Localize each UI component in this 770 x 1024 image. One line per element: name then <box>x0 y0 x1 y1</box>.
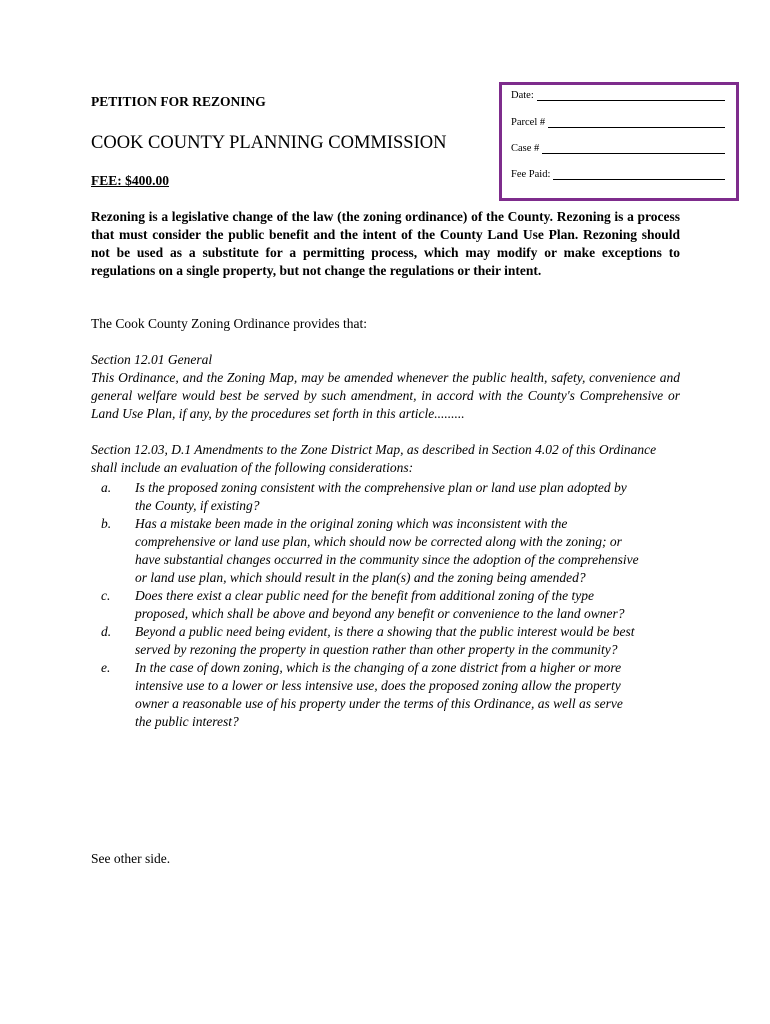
list-item-letter: e. <box>101 660 111 675</box>
list-item-letter: c. <box>101 588 111 603</box>
case-label: Case # <box>511 143 540 154</box>
commission-title: COOK COUNTY PLANNING COMMISSION <box>91 133 447 153</box>
fee-paid-label: Fee Paid: <box>511 169 551 180</box>
section-12-01 <box>91 351 680 423</box>
date-field[interactable] <box>511 90 725 101</box>
see-other-side: See other side. <box>91 851 171 866</box>
list-item-text: Does there exist a clear public need for the benefit from additional zoning of the type proposed, which shall be above and beyond any benefit or convenience to the land owner? <box>135 588 625 621</box>
list-item-text: Has a mistake been made in the original zoning which was inconsistent with the comprehensive or land use plan, which should now be corrected along with the zoning; or have substantial changes occurred in the community since the adoption of the comprehensive or land use plan, which should result in the plan(s) and the zoning being amended? <box>135 516 639 585</box>
date-label: Date: <box>511 90 534 101</box>
intro-paragraph: Rezoning is a legislative change of the law (the zoning ordinance) of the County. Rezoning is a process that must consider the public benefit and the intent of the County Land Use Plan. Rezoning should not be used as a substitute for a permitting process, which may modify or make exceptions to regulations on a single property, but not change the regulations or their intent. <box>91 209 680 278</box>
list-item <box>91 587 680 623</box>
fee-paid-line <box>553 170 725 180</box>
list-item-letter: b. <box>101 516 112 531</box>
date-line <box>537 91 725 101</box>
parcel-line <box>548 118 725 128</box>
list-item <box>91 479 680 515</box>
list-item <box>91 515 680 587</box>
case-field[interactable] <box>511 143 725 154</box>
considerations-list <box>91 479 680 731</box>
parcel-label: Parcel # <box>511 117 546 128</box>
section-12-03-heading: Section 12.03, D.1 Amendments to the Zone District Map, as described in Section 4.02 of this Ordinance shall include an evaluation of the following considerations: <box>91 442 657 475</box>
list-item-text: Beyond a public need being evident, is there a showing that the public interest would be best served by rezoning the property in question rather than other property in the community? <box>135 624 635 657</box>
parcel-field[interactable] <box>511 117 725 128</box>
list-item-text: Is the proposed zoning consistent with the comprehensive plan or land use plan adopted by the County, if existing? <box>135 480 627 513</box>
fee-paid-field[interactable] <box>511 169 725 180</box>
section-12-01-body: This Ordinance, and the Zoning Map, may be amended whenever the public health, safety, convenience and general welfare would best be served by such amendment, in accord with the County's Comprehensive or Land Use Plan, if any, by the procedures set forth in this article......... <box>91 370 680 421</box>
list-item-letter: a. <box>101 480 112 495</box>
petition-title: PETITION FOR REZONING <box>91 94 266 109</box>
list-item-letter: d. <box>101 624 112 639</box>
list-item <box>91 623 680 659</box>
section-12-01-heading: Section 12.01 General <box>91 352 213 367</box>
list-item-text: In the case of down zoning, which is the changing of a zone district from a higher or more intensive use to a lower or less intensive use, does the proposed zoning allow the property owner a reasonable use of his property under the terms of this Ordinance, as well as serve the public interest? <box>135 660 623 729</box>
case-line <box>542 144 725 154</box>
provides-text: The Cook County Zoning Ordinance provides that: <box>91 316 367 331</box>
fee-text: FEE: $400.00 <box>91 173 170 188</box>
list-item <box>91 659 680 731</box>
office-use-box <box>499 82 739 201</box>
